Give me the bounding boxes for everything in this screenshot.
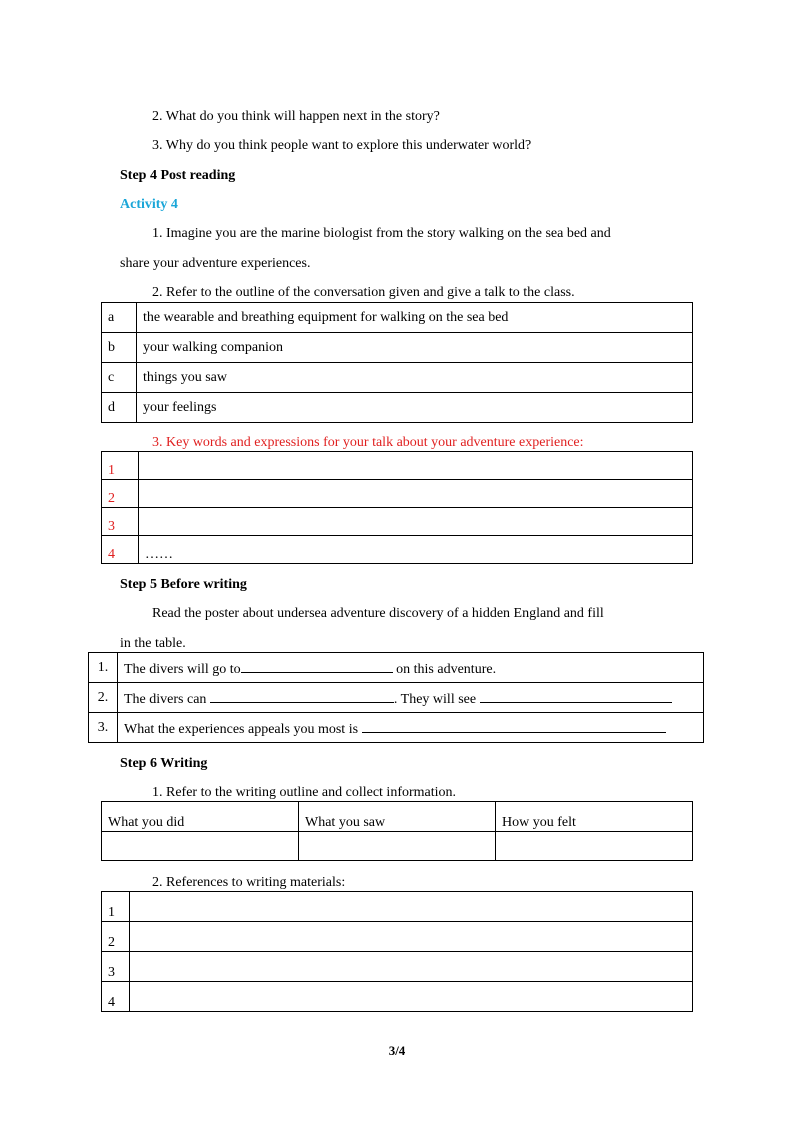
table-row (102, 922, 693, 952)
answer-blank[interactable] (480, 688, 672, 703)
outline-letter: d (102, 393, 137, 423)
poster-text: The divers can (124, 691, 210, 707)
question-2: 2. What do you think will happen next in the story? (152, 109, 440, 124)
poster-row-number: 1. (89, 653, 118, 683)
keyword-input-cell[interactable] (139, 480, 693, 508)
table-row (102, 536, 693, 564)
step5-title: Step 5 Before writing (120, 577, 247, 592)
table-row (102, 982, 693, 1012)
step4-item1-line2: share your adventure experiences. (120, 256, 311, 271)
keyword-row-number: 1 (102, 452, 139, 480)
answer-blank[interactable] (210, 688, 394, 703)
poster-row-text (118, 653, 704, 683)
keyword-row-number: 2 (102, 480, 139, 508)
outline-input-cell[interactable] (496, 832, 693, 861)
step4-item2: 2. Refer to the outline of the conversation given and give a talk to the class. (152, 285, 575, 300)
table-row (102, 303, 693, 333)
outline-letter: c (102, 363, 137, 393)
step6-title: Step 6 Writing (120, 756, 208, 771)
column-header: What you saw (299, 802, 496, 832)
reference-input-cell[interactable] (130, 952, 693, 982)
table-header-row (102, 802, 693, 832)
poster-text: The divers will go to (124, 661, 241, 677)
outline-input-cell[interactable] (102, 832, 299, 861)
table-row (89, 653, 704, 683)
step6-item2: 2. References to writing materials: (152, 875, 346, 890)
poster-table (88, 652, 704, 743)
keyword-row-number: 4 (102, 536, 139, 564)
table-row (102, 393, 693, 423)
step6-item1: 1. Refer to the writing outline and collect information. (152, 785, 457, 800)
keywords-heading: 3. Key words and expressions for your talk about your adventure experience: (152, 435, 584, 450)
column-header: How you felt (496, 802, 693, 832)
page-number: 3/4 (388, 1043, 406, 1058)
reference-input-cell[interactable] (130, 922, 693, 952)
outline-letter: a (102, 303, 137, 333)
table-row (89, 683, 704, 713)
poster-row-number: 2. (89, 683, 118, 713)
outline-text: your walking companion (137, 333, 693, 363)
activity-4-label: Activity 4 (120, 197, 178, 212)
poster-row-number: 3. (89, 713, 118, 743)
keyword-input-cell[interactable] (139, 452, 693, 480)
table-row (102, 508, 693, 536)
keyword-ellipsis-cell[interactable] (139, 536, 693, 564)
outline-letter: b (102, 333, 137, 363)
keyword-row-number: 3 (102, 508, 139, 536)
outline-table (101, 302, 693, 423)
step5-line1: Read the poster about undersea adventure discovery of a hidden England and fill (152, 606, 604, 621)
column-header: What you did (102, 802, 299, 832)
keywords-table (101, 451, 693, 564)
question-3: 3. Why do you think people want to explore this underwater world? (152, 138, 532, 153)
step4-item1-line1: 1. Imagine you are the marine biologist from the story walking on the sea bed and (152, 226, 611, 241)
poster-text: on this adventure. (392, 661, 497, 677)
outline-text: things you saw (137, 363, 693, 393)
writing-outline-table (101, 801, 693, 861)
poster-text: . They will see (393, 691, 480, 707)
step4-title: Step 4 Post reading (120, 168, 236, 183)
table-row (102, 892, 693, 922)
poster-row-text (118, 683, 704, 713)
answer-blank[interactable] (241, 658, 393, 673)
poster-row-text (118, 713, 704, 743)
ellipsis: …… (145, 547, 173, 562)
outline-text: your feelings (137, 393, 693, 423)
table-row (102, 333, 693, 363)
outline-input-cell[interactable] (299, 832, 496, 861)
table-row (102, 952, 693, 982)
reference-input-cell[interactable] (130, 982, 693, 1012)
reference-row-number: 2 (102, 922, 130, 952)
poster-text: What the experiences appeals you most is (124, 721, 362, 737)
answer-blank[interactable] (362, 718, 666, 733)
reference-input-cell[interactable] (130, 892, 693, 922)
reference-row-number: 1 (102, 892, 130, 922)
table-row (102, 452, 693, 480)
table-row (102, 832, 693, 861)
table-row (102, 480, 693, 508)
outline-text: the wearable and breathing equipment for walking on the sea bed (137, 303, 693, 333)
references-table (101, 891, 693, 1012)
reference-row-number: 4 (102, 982, 130, 1012)
table-row (102, 363, 693, 393)
reference-row-number: 3 (102, 952, 130, 982)
keyword-input-cell[interactable] (139, 508, 693, 536)
step5-line2: in the table. (120, 636, 186, 651)
table-row (89, 713, 704, 743)
